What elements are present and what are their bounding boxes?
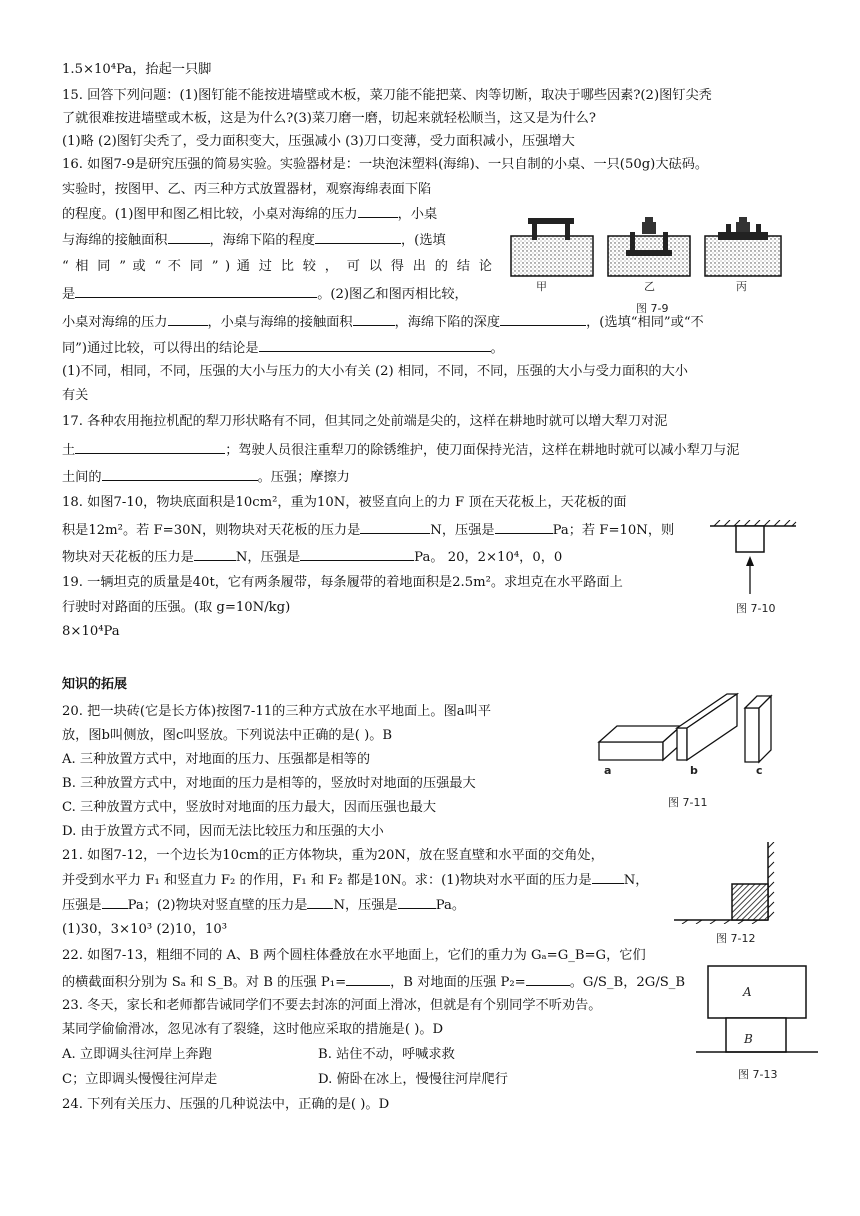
blank[interactable] bbox=[592, 870, 624, 884]
question-23-option-c: C；立即调头慢慢往河岸走 bbox=[62, 1072, 218, 1087]
text: ；驾驶人员很注重犁刀的除锈维护，使刀面保持光洁，这样在耕地时就可以减小犁刀与泥 bbox=[225, 443, 740, 458]
question-20-option-a: A. 三种放置方式中，对地面的压力、压强都是相等的 bbox=[62, 752, 371, 767]
text: N，压强是 bbox=[235, 550, 301, 565]
question-16-answer-1: (1)不同，相同，不同，压强的大小与压力的大小有关 (2) 相同，不同，不同，压强的大小与受力面积的大小 bbox=[62, 364, 688, 379]
blank[interactable] bbox=[75, 440, 225, 454]
text: 的程度。(1)图甲和图乙相比较，小桌对海绵的压力 bbox=[62, 207, 358, 222]
figure-7-12-caption: 图 7-12 bbox=[716, 932, 756, 945]
question-23-line-2: 某同学偷偷滑冰，忽见冰有了裂缝，这时他应采取的措施是( )。D bbox=[62, 1022, 444, 1037]
blank[interactable] bbox=[358, 204, 398, 218]
question-23-option-b: B. 站住不动，呼喊求救 bbox=[318, 1047, 455, 1062]
blank[interactable] bbox=[346, 972, 390, 986]
question-19-line-1: 19. 一辆坦克的质量是40t，它有两条履带，每条履带的着地面积是2.5m²。求坦克在水平路面上 bbox=[62, 575, 623, 590]
figure-7-11-label-c: c bbox=[756, 764, 763, 777]
text: 压强是 bbox=[62, 898, 102, 913]
question-22-line-1: 22. 如图7-13，粗细不同的 A、B 两个圆柱体叠放在水平地面上，它们的重力为 Gₐ=G_B=G，它们 bbox=[62, 948, 646, 963]
blank[interactable] bbox=[526, 972, 570, 986]
figure-7-9-caption: 图 7-9 bbox=[636, 302, 669, 315]
text: Pa。 bbox=[435, 898, 466, 913]
question-16-line-6 bbox=[62, 284, 468, 305]
brick-b bbox=[677, 694, 737, 760]
text: N，压强是 bbox=[333, 898, 398, 913]
blank[interactable] bbox=[102, 895, 128, 909]
sponge-a bbox=[511, 218, 593, 276]
figure-7-9-label-c: 丙 bbox=[736, 280, 747, 293]
text: 。G/S_B，2G/S_B bbox=[569, 975, 686, 990]
sponge-b bbox=[608, 217, 690, 276]
figure-7-12-drawing bbox=[672, 842, 784, 924]
blank[interactable] bbox=[300, 547, 414, 561]
blank[interactable] bbox=[315, 230, 401, 244]
question-16-line-1: 16. 如图7-9是研究压强的简易实验。实验器材是：一块泡沫塑料(海绵)、一只自制的小桌、一只(50g)大砝码。 bbox=[62, 157, 709, 172]
question-17-line-1: 17. 各种农用拖拉机配的犁刀形状略有不同，但其同之处前端是尖的，这样在耕地时就可以增大犁刀对泥 bbox=[62, 414, 668, 429]
question-20-option-c: C. 三种放置方式中，竖放时对地面的压力最大，因而压强也最大 bbox=[62, 800, 437, 815]
blank[interactable] bbox=[500, 312, 586, 326]
question-23-option-a: A. 立即调头往河岸上奔跑 bbox=[62, 1047, 212, 1062]
block bbox=[736, 526, 764, 552]
figure-7-13-caption: 图 7-13 bbox=[738, 1068, 778, 1081]
text: 积是12m²。若 F=30N，则物块对天花板的压力是 bbox=[62, 523, 361, 538]
question-20-option-b: B. 三种放置方式中，对地面的压力是相等的，竖放时对地面的压强最大 bbox=[62, 776, 476, 791]
text: ，B 对地面的压强 P₂= bbox=[390, 975, 526, 990]
question-21-answer: (1)30，3×10³ (2)10，10³ bbox=[62, 922, 228, 937]
question-16-answer-2: 有关 bbox=[62, 388, 89, 403]
text: 。(2)图乙和图丙相比较， bbox=[317, 287, 468, 302]
figure-7-10-drawing bbox=[708, 520, 798, 600]
question-18-line-2 bbox=[62, 520, 674, 541]
question-21-line-1: 21. 如图7-12，一个边长为10cm的正方体物块，重为20N，放在竖直壁和水平面的交角处， bbox=[62, 848, 604, 863]
question-16-line-8 bbox=[62, 338, 504, 359]
blank[interactable] bbox=[495, 520, 553, 534]
question-21-line-2 bbox=[62, 870, 648, 891]
text: 是 bbox=[62, 287, 76, 302]
section-heading: 知识的拓展 bbox=[62, 677, 128, 692]
cube bbox=[732, 884, 768, 920]
text: N， bbox=[623, 873, 649, 888]
blank[interactable] bbox=[307, 895, 333, 909]
figure-7-11-label-b: b bbox=[690, 764, 698, 777]
question-21-line-3 bbox=[62, 895, 465, 916]
question-18-line-1: 18. 如图7-10，物块底面积是10cm²，重为10N，被竖直向上的力 F 顶在天花板上，天花板的面 bbox=[62, 495, 627, 510]
question-15-answer: (1)略 (2)图钉尖秃了，受力面积变大，压强减小 (3)刀口变薄，受力面积减小，压强增大 bbox=[62, 134, 575, 149]
figure-7-11-label-a: a bbox=[604, 764, 612, 777]
figure-7-13-label-b: B bbox=[744, 1032, 753, 1046]
text: 。 bbox=[490, 341, 504, 356]
blank[interactable] bbox=[168, 312, 208, 326]
blank[interactable] bbox=[75, 284, 317, 298]
text: ，小桌与海绵的接触面积 bbox=[207, 315, 353, 330]
question-20-line-2: 放，图b叫侧放，图c叫竖放。下列说法中正确的是( )。B bbox=[62, 728, 393, 743]
brick-a bbox=[599, 726, 681, 760]
question-20-option-d: D. 由于放置方式不同，因而无法比较压力和压强的大小 bbox=[62, 824, 384, 839]
text: 与海绵的接触面积 bbox=[62, 233, 168, 248]
blank[interactable] bbox=[360, 520, 430, 534]
figure-7-10-caption: 图 7-10 bbox=[736, 602, 776, 615]
figure-7-9-label-b: 乙 bbox=[644, 280, 655, 293]
question-16-line-2: 实验时，按图甲、乙、丙三种方式放置器材，观察海绵表面下陷 bbox=[62, 182, 432, 197]
question-19-answer: 8×10⁴Pa bbox=[62, 624, 120, 639]
text: 并受到水平力 F₁ 和竖直力 F₂ 的作用，F₁ 和 F₂ 都是10N。求：(1)物块对水平面的压力是 bbox=[62, 873, 592, 888]
text: ，海绵下陷的程度 bbox=[209, 233, 315, 248]
question-18-line-3 bbox=[62, 547, 562, 568]
figure-7-13-drawing bbox=[696, 962, 820, 1062]
blank[interactable] bbox=[259, 338, 491, 352]
sponge-c bbox=[705, 217, 781, 276]
question-23-option-d: D. 俯卧在冰上，慢慢往河岸爬行 bbox=[318, 1072, 508, 1087]
text: Pa；(2)物块对竖直壁的压力是 bbox=[127, 898, 308, 913]
blank[interactable] bbox=[353, 312, 395, 326]
text: ，海绵下陷的深度 bbox=[394, 315, 501, 330]
text: N，压强是 bbox=[430, 523, 495, 538]
blank[interactable] bbox=[168, 230, 210, 244]
text: 土间的 bbox=[62, 470, 102, 485]
brick-c bbox=[745, 696, 771, 762]
text: 土 bbox=[62, 443, 76, 458]
figure-7-11-drawing bbox=[595, 686, 795, 776]
cylinder-a bbox=[708, 966, 806, 1018]
question-16-line-4 bbox=[62, 230, 446, 251]
text: Pa；若 F=10N，则 bbox=[552, 523, 675, 538]
question-20-line-1: 20. 把一块砖(它是长方体)按图7-11的三种方式放在水平地面上。图a叫平 bbox=[62, 704, 492, 719]
question-17-line-2 bbox=[62, 440, 740, 461]
text: ，小桌 bbox=[397, 207, 438, 222]
question-19-line-2: 行驶时对路面的压强。(取 g=10N/kg) bbox=[62, 600, 291, 615]
figure-7-11-caption: 图 7-11 bbox=[668, 796, 708, 809]
text: 同”)通过比较，可以得出的结论是 bbox=[62, 341, 259, 356]
answer-line: 1.5×10⁴Pa，抬起一只脚 bbox=[62, 62, 212, 77]
text: “ 相 同 ” 或 “ 不 同 ” ) 通 过 比 较 ， 可 以 得 出 的 结 论 bbox=[62, 259, 492, 274]
question-15-line-1: 15. 回答下列问题：(1)图钉能不能按进墙壁或木板，菜刀能不能把菜、肉等切断，取决于哪些因素?(2)图钉尖秃 bbox=[62, 88, 712, 103]
question-22-line-2 bbox=[62, 972, 685, 993]
text: Pa。 20，2×10⁴，0，0 bbox=[414, 550, 563, 565]
question-17-line-3 bbox=[62, 467, 350, 488]
question-15-line-2: 了就很难按进墙壁或木板，这是为什么?(3)菜刀磨一磨，切起来就轻松顺当，这又是为什么? bbox=[62, 111, 596, 126]
text: 。压强；摩擦力 bbox=[257, 470, 350, 485]
question-24-line-1: 24. 下列有关压力、压强的几种说法中，正确的是( )。D bbox=[62, 1097, 390, 1112]
text: 物块对天花板的压力是 bbox=[62, 550, 194, 565]
text: ，(选填 bbox=[401, 233, 446, 248]
blank[interactable] bbox=[102, 467, 258, 481]
cylinder-b bbox=[726, 1018, 786, 1052]
blank[interactable] bbox=[398, 895, 436, 909]
question-16-line-3 bbox=[62, 204, 437, 225]
text: ，(选填“相同”或“不 bbox=[586, 315, 704, 330]
question-23-line-1: 23. 冬天，家长和老师都告诫同学们不要去封冻的河面上滑冰，但就是有个别同学不听劝告。 bbox=[62, 998, 602, 1013]
text: 的横截面积分别为 Sₐ 和 S_B。对 B 的压强 P₁= bbox=[62, 975, 347, 990]
question-16-line-5 bbox=[62, 257, 492, 277]
question-16-line-7 bbox=[62, 312, 704, 333]
blank[interactable] bbox=[194, 547, 236, 561]
figure-7-9-label-a: 甲 bbox=[536, 280, 547, 293]
text: 小桌对海绵的压力 bbox=[62, 315, 168, 330]
figure-7-13-label-a: A bbox=[743, 985, 752, 999]
